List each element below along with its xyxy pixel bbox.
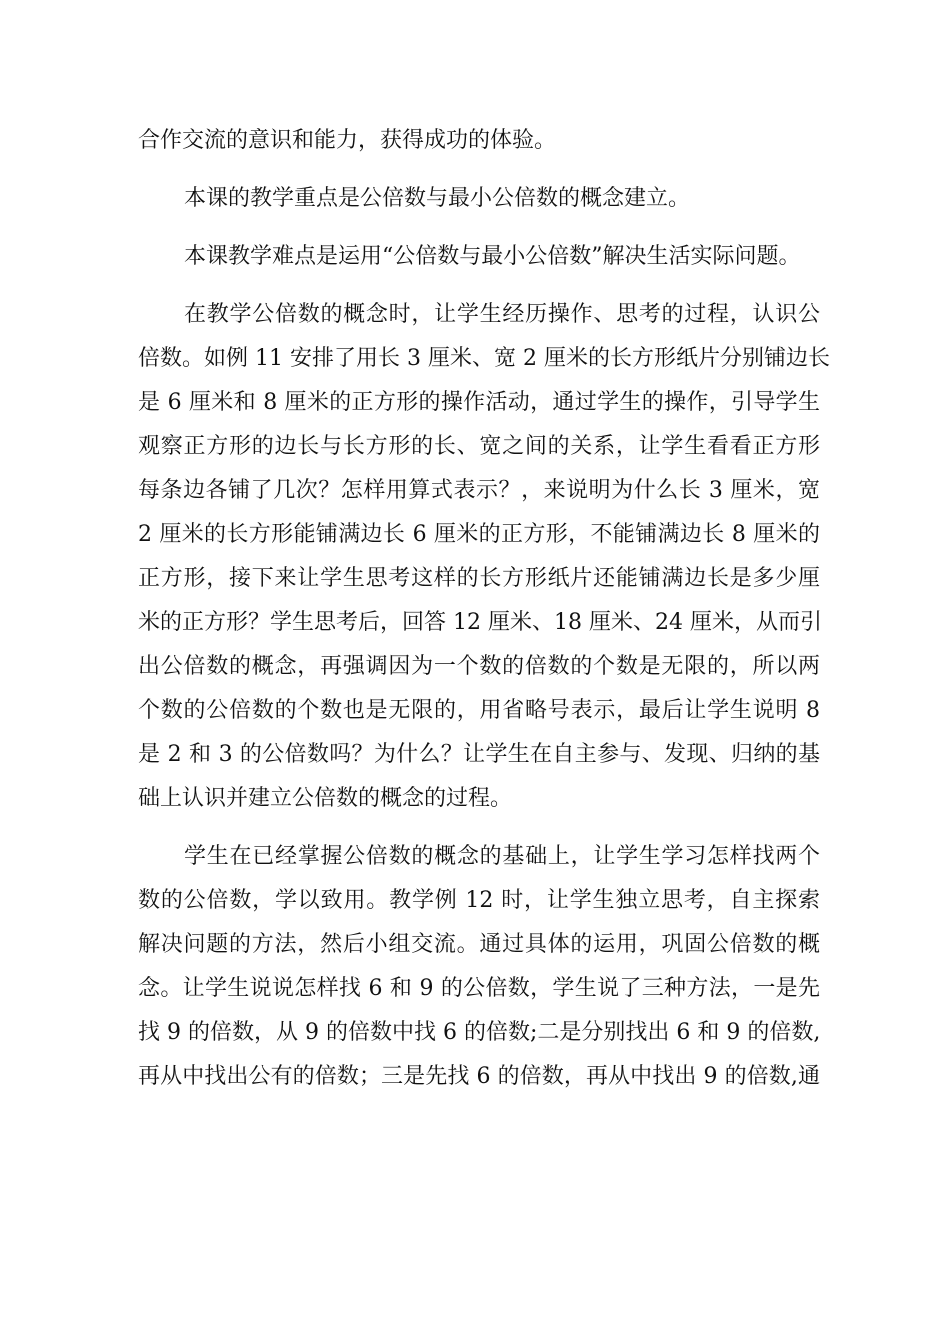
paragraph xyxy=(138,235,820,279)
text-line: 合作交流的意识和能力，获得成功的体验。 xyxy=(138,128,557,153)
text-line: 础上认识并建立公倍数的概念的过程。 xyxy=(138,786,513,811)
text-line: 学生在已经掌握公倍数的概念的基础上，让学生学习怎样找两个 xyxy=(184,844,820,869)
text-line: 2 厘米的长方形能铺满边长 6 厘米的正方形，不能铺满边长 8 厘米的 xyxy=(138,522,820,547)
paragraph xyxy=(138,119,820,163)
text-line: 倍数。如例 11 安排了用长 3 厘米、宽 2 厘米的长方形纸片分别铺边长 xyxy=(138,346,830,371)
text-line: 正方形，接下来让学生思考这样的长方形纸片还能铺满边长是多少厘 xyxy=(138,566,820,591)
paragraph xyxy=(138,177,820,221)
text-line: 观察正方形的边长与长方形的长、宽之间的关系，让学生看看正方形 xyxy=(138,434,820,459)
text-line: 找 9 的倍数，从 9 的倍数中找 6 的倍数;二是分别找出 6 和 9 的倍数, xyxy=(138,1020,821,1045)
text-line: 本课教学难点是运用“公倍数与最小公倍数”解决生活实际问题。 xyxy=(184,244,801,269)
text-line: 每条边各铺了几次？怎样用算式表示？，来说明为什么长 3 厘米，宽 xyxy=(138,478,820,503)
text-line: 出公倍数的概念，再强调因为一个数的倍数的个数是无限的，所以两 xyxy=(138,654,820,679)
text-line: 解决问题的方法，然后小组交流。通过具体的运用，巩固公倍数的概 xyxy=(138,932,820,957)
text-line: 念。让学生说说怎样找 6 和 9 的公倍数，学生说了三种方法，一是先 xyxy=(138,976,820,1001)
paragraph xyxy=(138,293,830,821)
text-line: 本课的教学重点是公倍数与最小公倍数的概念建立。 xyxy=(184,186,691,211)
document-body xyxy=(138,119,830,1099)
paragraph xyxy=(138,835,820,1099)
text-line: 是 6 厘米和 8 厘米的正方形的操作活动，通过学生的操作，引导学生 xyxy=(138,390,820,415)
text-line: 数的公倍数，学以致用。教学例 12 时，让学生独立思考，自主探索 xyxy=(138,888,820,913)
text-line: 米的正方形？学生思考后，回答 12 厘米、18 厘米、24 厘米，从而引 xyxy=(138,610,822,635)
text-line: 个数的公倍数的个数也是无限的，用省略号表示，最后让学生说明 8 xyxy=(138,698,820,723)
text-line: 在教学公倍数的概念时，让学生经历操作、思考的过程，认识公 xyxy=(184,302,820,327)
text-line: 是 2 和 3 的公倍数吗？为什么？让学生在自主参与、发现、归纳的基 xyxy=(138,742,820,767)
text-line: 再从中找出公有的倍数；三是先找 6 的倍数，再从中找出 9 的倍数,通 xyxy=(138,1064,820,1089)
